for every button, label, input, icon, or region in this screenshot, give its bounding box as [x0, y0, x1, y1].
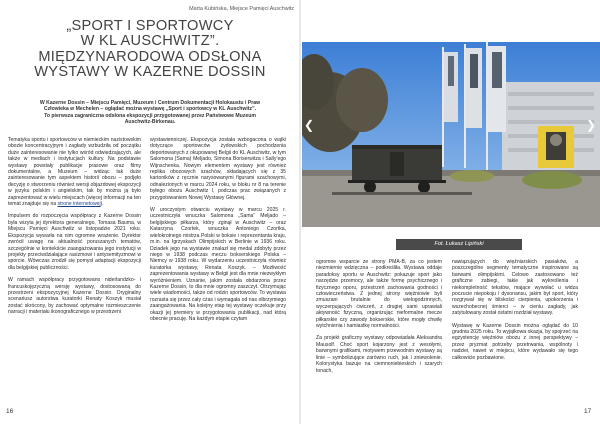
paragraph: Wystawę w Kazerne Dossin można oglądać do 10 grudnia 2025 roku. To wyjątkowa okazja, by spojrzeć na egzystencję więźniów obozu z innej perspektywy – przez pryzmat potrzeby przetrwania, wspólnoty i nadziei, nawet w miejscu, które wydawało się tego całkowicie pozbawione. — [452, 322, 578, 361]
website-link[interactable]: strone internetowej — [57, 201, 101, 208]
chevron-right-icon[interactable]: ❯ — [586, 118, 597, 132]
page-number-right: 17 — [584, 408, 592, 415]
text-column-2 — [150, 137, 286, 322]
paragraph: Impulsem do rozpoczęcia współpracy z Kazerne Dossin była wizyta jej dyrektora generalnego, Tomasa Bauma, w Miejscu Pamięci Auschwitz w listopadzie 2021 roku. Ekspozycja wywarła na nim ogromne wrażenie. Dyrektor zwrócił uwagę na aktualność poruszanych tematów, szczególnie w kontekście zaangażowania jego instytucji w projekty przeciwdziałające rasizmowi i antysemityzmowi w sporcie. Wówczas zrodził się pomysł adaptacji ekspozycji dla belgijskiej publiczności. — [8, 213, 141, 271]
paragraph: W uroczystym otwarciu wystawy w marcu 2025 r. uczestniczyła wnuczka Salomona „Sama” Meljado – belgijskiego piłkarza, który zginął w Auschwitz – oraz Katarzyna Czortek, wnuczka Antoniego Czortka, wielokrotnego mistrza Polski w boksie i reprezentanta kraju, m.in. na Igrzyskach Olimpijskich w Berlinie w 1936 roku. Dziadek jego na wystawie znalazł się medal zdobyty przez niego w 1938 podczas meczu bokserskiego Polska – Niemcy w 1938 roku. W wydarzeniu uczestniczyła również kuratorka wystawy, Renata Koszyk. – Możliwość zaprezentowania wystawy w Belgii jest dla mnie niezwykłym wyróżnieniem. Uznanie, jakim została obdarzona przez Kazerne Dossin, to dla mnie ogromny zaszczyt. Otrzymując wiele wiadomości, także od rodzin sportowców. To wystawa rozrasta się przez cały czas i wymagała od nas olbrzymiego zaangażowania. Na kolejny etap tej wystawy oczekuje przy okazji jej premiery w przygotowaniu publikacji, nad którą obecnie pracuję. Na każdym etapie czytam — [150, 207, 286, 322]
lead-line: Człowieka w Mechelen – oglądać można wystawę „Sport i sportowcy w KL Auschwitz”. — [43, 106, 257, 113]
page-number-left: 16 — [6, 408, 14, 415]
chevron-left-icon[interactable]: ❮ — [304, 118, 315, 132]
text-column-1 — [8, 137, 141, 316]
text-column-3 — [316, 259, 442, 374]
paragraph: wystawienniczej. Ekspozycja została wzbogacona o wątki dotyczące sportowców żydowskich pochodzenia deportowanych z okupowanej Belgii do KL Auschwitz, w tym Salomona (Sama) Meljado, Simona Boriserwitza i Sally’ego Wijnschenka. Nowym elementem wystawy jest również replika obozowych szachów, składających się z 35 kartoników z ręcznie narysowanymi figurami szachowymi, odnalezionych w marcu 2024 roku, w bloku nr 8 na terenie byłego obozu Auschwitz I, podczas prac związanych z przygotowaniem Nowej Wystawy Głównej. — [150, 137, 286, 201]
title-line: W KL AUSCHWITZ”. — [80, 33, 220, 50]
lead-paragraph — [26, 100, 274, 125]
title-line: WYSTAWY W KAZERNE DOSSIN — [34, 64, 266, 81]
photo-credit: Fot. Łukasz Lipiński — [396, 239, 522, 250]
paragraph-text: Tematyka sportu i sportowców w niemieckim nazistowskim obozie koncentracyjnym i zagłady wzbudziła od początku duże zainteresowanie nie tylko wśród odwiedzających, ale także w mediach i instytucjach kultury. Na podstawie wystawy powstały publikacje prasowe oraz filmy dokumentalne, a Muzeum – widząc tak duże zainteresowanie tym aspektem historii obozu – podjęło decyzję o stworzeniu również wersji objazdowej ekspozycji w języku polskim i angielskim, tak by można ją było zaprezentować w wielu miejscach (więcej informacji na ten temat znajduje się na — [8, 137, 141, 208]
lead-line: To pierwsza zagraniczna odsłona ekspozycji przygotowanej przez Państwowe Muzeum — [44, 112, 256, 119]
text-column-4 — [452, 259, 578, 361]
right-page — [300, 0, 600, 424]
portrait-placard — [538, 126, 574, 168]
lead-line: Auschwitz-Birkenau. — [124, 118, 176, 125]
paragraph: nawiązujących do więźniarskich pasiaków, a poszczególne segmenty tematyczne inspirowane są barwami olimpijskimi. Celowo zastosowano też graficzne zabiegi, takie jak wykreślenia i niekompletność tekstów, mające wywołać u widza poczucie niepokoju i dysonansu, jakim był sport, który rozgrywał się w bliskości cierpienia, upokorzenia i wszechobecnej śmierci – w cieniu zagłady, jak zatytułowany został ostatni rozdział wystawy. — [452, 259, 578, 317]
article-title — [30, 19, 270, 81]
title-line: MIĘDZYNARODOWA ODSŁONA — [38, 48, 262, 65]
lead-line: W Kazerne Dossin – Miejscu Pamięci, Muzeum i Centrum Dokumentacji Holokaustu i Praw — [39, 100, 261, 106]
photo-illustration — [302, 42, 600, 227]
paragraph: ogromne wsparcie ze strony PMA-B, za co jestem niezmiernie wdzięczna – podkreśliła. Wystawa oddaje paradoksy sportu w Auschwitz: pokazuje sport jako narzędzie przemocy, ale także formę psychicznego i fizycznego oporu, przestrzeń zachowania godności i człowieczeństwa. Z jednej strony więźniowie byli zmuszani brutalnie do wielogodzinnych, wyczerpujących ćwiczeń, z drugiej sami uprawiali aktywność fizyczną, organizując nieformalne mecze piłkarskie czy zawody bokserskie, które mogły chwilę wytchnienia i namiastkę normalności. — [316, 259, 442, 330]
shrub — [522, 171, 582, 189]
title-line: „SPORT I SPORTOWCY — [66, 18, 234, 34]
exhibition-photo — [302, 42, 600, 227]
paragraph: W ramach współpracy przygotowano niderlandzko- i francuskojęzyczną wersję wystawy, dostosowaną do przestrzeni ekspozycyjnej Kazerne Dossin. Oryginalny scenariusz autorstwa kuratorki Renaty Koszyk musiał zostać skrócony, by zachować optymalne rozmieszczenie narracji i materiału ikonograficznego w przestrzeni — [8, 277, 141, 316]
author-line: Marta Kubińska, Miejsce Pamięci Auschwitz — [189, 6, 294, 12]
paragraph: Tematyka sportu i sportowców w niemieckim nazistowskim obozie koncentracyjnym i zagłady wzbudziła od początku duże zainteresowanie nie tylko wśród odwiedzających, ale także w mediach i instytucjach kultury. Na podstawie wystawy powstały publikacje prasowe oraz filmy dokumentalne, a Muzeum – widząc tak duże zainteresowanie tym aspektem historii obozu – podjęło decyzję o stworzeniu również wersji objazdowej ekspozycji w języku polskim i angielskim, tak by można ją było zaprezentować w wielu miejscach (więcej informacji na ten temat znajduje się na strone internetowej). — [8, 137, 141, 208]
shrub — [450, 170, 494, 182]
paragraph: Za projekt graficzny wystawy odpowiadała Aleksandra Mausolf. Choć sport kojarzony jest z wesołymi, barwnymi grafikami, motywem przewodnim wystawy są linie – symbolizujące zarówno ruch, jak i zniewolenie. Kolorystyka bazuje na ciemnoniebieskich i szarych tonach, — [316, 335, 442, 374]
